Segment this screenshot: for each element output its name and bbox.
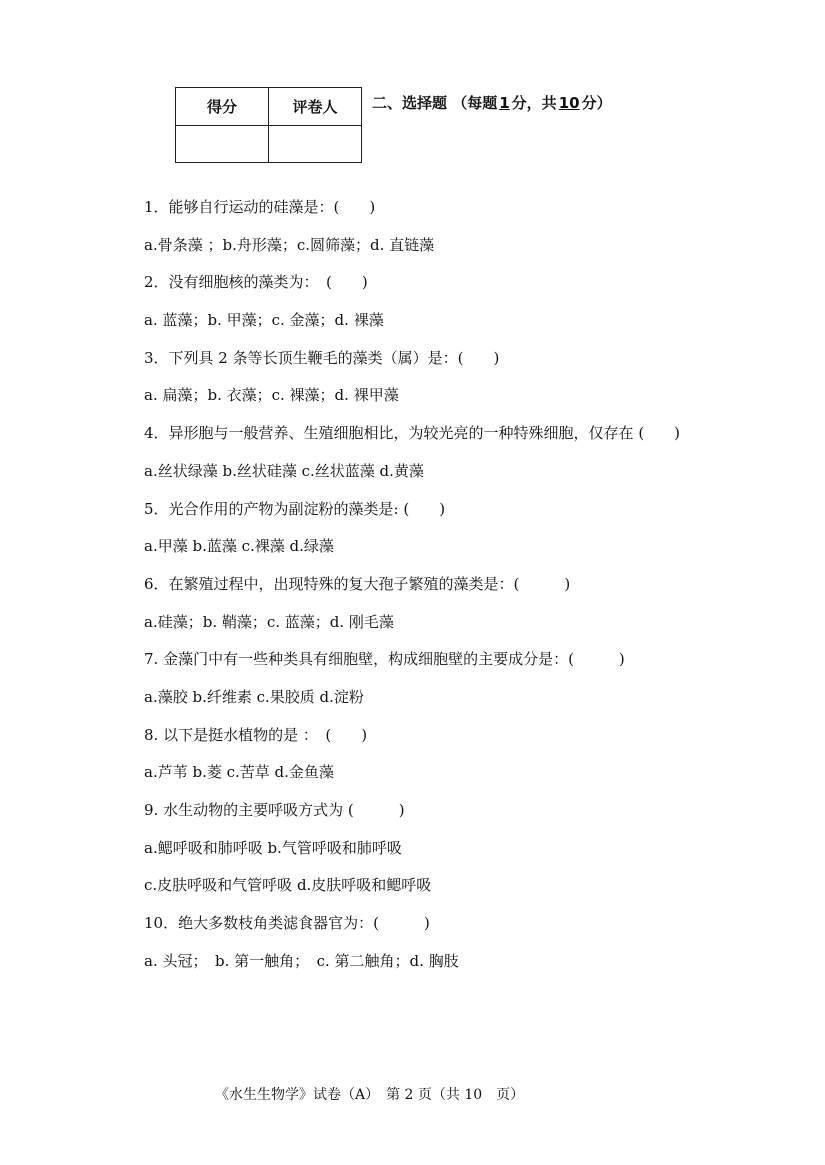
options-3: a. 扁藻；b. 衣藻；c. 裸藻；d. 裸甲藻 — [144, 386, 399, 405]
score-table — [175, 87, 362, 163]
section-suffix: 分） — [581, 94, 612, 112]
question-6: 6．在繁殖过程中，出现特殊的复大孢子繁殖的藻类是：( ) — [144, 574, 571, 593]
grader-header-cell: 评卷人 — [269, 88, 362, 126]
section-prefix: 二、选择题 （每题 — [372, 94, 498, 112]
question-1: 1．能够自行运动的硅藻是：( ) — [144, 198, 376, 216]
options-5: a.甲藻 b.蓝藻 c.裸藻 d.绿藻 — [144, 537, 334, 556]
options-4: a.丝状绿藻 b.丝状硅藻 c.丝状蓝藻 d.黄藻 — [144, 461, 424, 480]
question-7: 7. 金藻门中有一些种类具有细胞壁，构成细胞壁的主要成分是：( ) — [144, 650, 625, 669]
points-each: 1 — [499, 94, 510, 112]
options-9b: c.皮肤呼吸和气管呼吸 d.皮肤呼吸和鳃呼吸 — [144, 876, 432, 895]
score-value-cell — [176, 126, 269, 163]
options-8: a.芦苇 b.菱 c.苦草 d.金鱼藻 — [144, 763, 334, 782]
options-1: a.骨条藻 ；b.舟形藻；c.圆筛藻；d. 直链藻 — [144, 235, 435, 254]
question-3: 3．下列具 2 条等长顶生鞭毛的藻类（属）是：( ) — [144, 348, 500, 367]
options-9a: a.鳃呼吸和肺呼吸 b.气管呼吸和肺呼吸 — [144, 838, 402, 857]
section-title — [372, 92, 612, 113]
options-10: a. 头冠； b. 第一触角； c. 第二触角；d. 胸肢 — [144, 951, 459, 970]
score-header-cell: 得分 — [176, 88, 269, 126]
question-4: 4．异形胞与一般营养、生殖细胞相比，为较光亮的一种特殊细胞，仅存在 ( ) — [144, 424, 681, 443]
question-5: 5．光合作用的产物为副淀粉的藻类是: ( ) — [144, 499, 446, 518]
options-6: a.硅藻；b. 鞘藻；c. 蓝藻；d. 刚毛藻 — [144, 612, 394, 631]
section-mid: 分，共 — [511, 94, 557, 112]
question-8: 8. 以下是挺水植物的是 ： ( ) — [144, 725, 368, 744]
options-7: a.藻胶 b.纤维素 c.果胶质 d.淀粉 — [144, 687, 364, 706]
question-2: 2．没有细胞核的藻类为： ( ) — [144, 273, 368, 292]
question-10: 10．绝大多数枝角类滤食器官为：( ) — [144, 914, 430, 933]
grader-value-cell — [269, 126, 362, 163]
points-total: 10 — [558, 94, 580, 112]
page-footer: 《水生生物学》试卷（A） 第 2 页（共 10 页） — [215, 1087, 525, 1103]
options-2: a. 蓝藻；b. 甲藻；c. 金藻；d. 裸藻 — [144, 311, 384, 330]
question-9: 9. 水生动物的主要呼吸方式为 ( ) — [144, 801, 405, 819]
question-list — [144, 196, 784, 987]
